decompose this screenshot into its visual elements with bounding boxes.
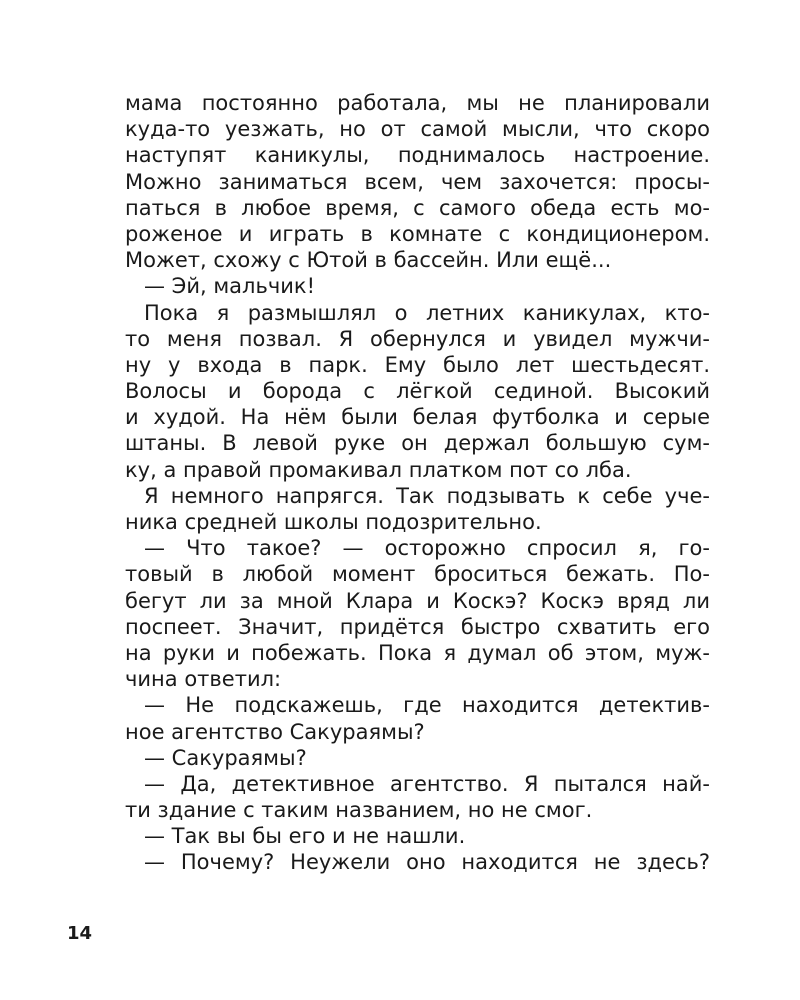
text-line: наступят каникулы, поднималось настроение. — [125, 143, 710, 168]
text-line: поспеет. Значит, придётся быстро схватить его — [125, 614, 710, 639]
text-line: — Так вы бы его и не нашли. — [144, 824, 466, 849]
text-line: товый в любой момент броситься бежать. По- — [125, 562, 710, 587]
page-number: 14 — [67, 923, 93, 944]
text-line: и худой. На нём были белая футболка и серые — [125, 405, 710, 430]
text-line: Может, схожу с Ютой в бассейн. Или ещё... — [125, 248, 612, 273]
text-line: то меня позвал. Я обернулся и увидел мужчи- — [125, 326, 710, 351]
text-line: роженое и играть в комнате с кондиционером. — [125, 221, 710, 246]
text-line: бегут ли за мной Клара и Коскэ? Коскэ вряд ли — [125, 588, 710, 613]
text-line: куда-то уезжать, но от самой мысли, что скоро — [125, 117, 710, 142]
text-line: ника средней школы подозрительно. — [125, 510, 542, 534]
text-line: ное агентство Сакураямы? — [125, 719, 425, 744]
text-line: на руки и побежать. Пока я думал об этом, муж- — [125, 640, 710, 665]
text-line: — Почему? Неужели оно находится не здесь? — [144, 850, 710, 875]
text-line: — Да, детективное агентство. Я пытался най- — [144, 771, 710, 796]
text-line: ку, а правой промакивал платком пот со лба. — [125, 457, 632, 482]
text-line: чина ответил: — [125, 667, 282, 692]
text-line: Волосы и борода с лёгкой сединой. Высокий — [125, 379, 710, 404]
page-text — [125, 90, 710, 876]
text-line: Можно заниматься всем, чем захочется: просы- — [125, 169, 710, 194]
text-line: — Что такое? — осторожно спросил я, го- — [144, 536, 710, 561]
text-line: — Не подскажешь, где находится детектив- — [144, 693, 710, 718]
text-line: ти здание с таким названием, но не смог. — [125, 798, 593, 823]
text-line: штаны. В левой руке он держал большую сум- — [125, 431, 710, 456]
text-line: Пока я размышлял о летних каникулах, кто- — [144, 300, 710, 325]
text-line: паться в любое время, с самого обеда есть мо- — [125, 195, 710, 220]
text-line: Я немного напрягся. Так подзывать к себе уче- — [144, 483, 710, 508]
text-line: — Эй, мальчик! — [144, 274, 316, 299]
text-line: — Сакураямы? — [144, 745, 307, 770]
text-line: ну у входа в парк. Ему было лет шестьдесят. — [125, 352, 710, 377]
text-line: мама постоянно работала, мы не планировали — [125, 91, 710, 115]
